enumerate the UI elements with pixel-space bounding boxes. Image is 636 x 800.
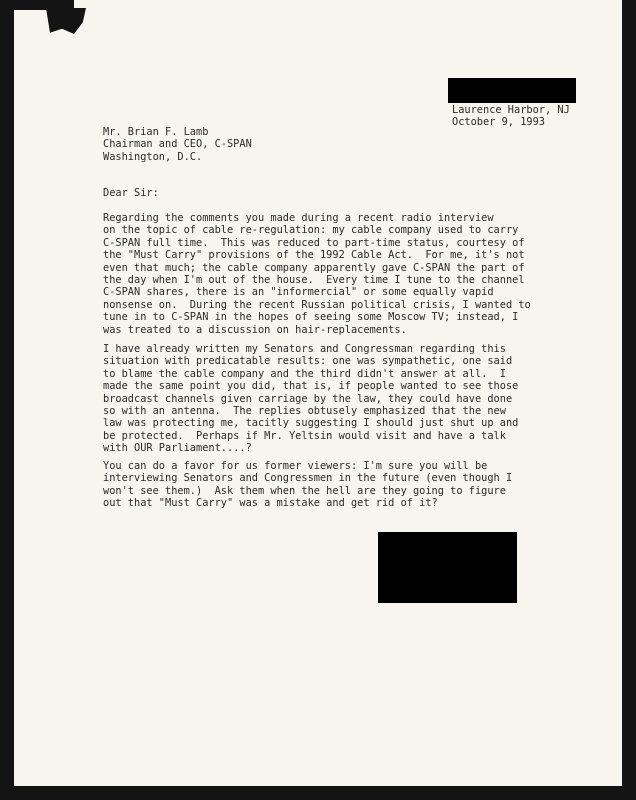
- body-line: Regarding the comments you made during a recent radio interview: [103, 212, 494, 224]
- sender-place: Laurence Harbor, NJ: [452, 104, 570, 116]
- redacted-signature: [378, 532, 517, 603]
- addressee-block: [103, 126, 252, 163]
- body-paragraph-1: [103, 212, 531, 336]
- body-line: so with an antenna. The replies obtusely emphasized that the new: [103, 405, 506, 418]
- body-line: C-SPAN shares, there is an "informercial" or some equally vapid: [103, 286, 494, 299]
- body-paragraph-3: [103, 460, 512, 510]
- body-line: law was protecting me, tacitly suggesting I should just shut up and: [103, 417, 519, 430]
- body-line: with OUR Parliament....?: [103, 442, 252, 455]
- body-line: the "Must Carry" provisions of the 1992 Cable Act. For me, it's not: [103, 249, 525, 262]
- body-line: be protected. Perhaps if Mr. Yeltsin would visit and have a talk: [103, 429, 506, 442]
- body-line: out that "Must Carry" was a mistake and get rid of it?: [103, 497, 438, 510]
- body-line: on the topic of cable re-regulation: my cable company used to carry: [103, 224, 519, 237]
- addressee-line: Chairman and CEO, C-SPAN: [103, 138, 252, 151]
- body-line: interviewing Senators and Congressmen in the future (even though I: [103, 472, 513, 485]
- body-line: tune in to C-SPAN in the hopes of seeing some Moscow TV; instead, I: [103, 311, 519, 324]
- faint-stamp-mark: [300, 138, 309, 152]
- body-line: situation with predicatable results: one was sympathetic, one said: [103, 355, 513, 368]
- body-line: won't see them.) Ask them when the hell are they going to figure: [103, 484, 506, 497]
- addressee-line: Mr. Brian F. Lamb: [103, 126, 209, 138]
- body-line: broadcast channels given carriage by the law, they could have done: [103, 392, 513, 405]
- redacted-sender-name: [448, 78, 576, 103]
- addressee-line: Washington, D.C.: [103, 150, 203, 163]
- salutation: Dear Sir:: [103, 187, 159, 199]
- body-line: I have already written my Senators and Congressman regarding this: [103, 343, 506, 355]
- sender-place-date: [452, 104, 570, 129]
- body-line: even that much; the cable company apparently gave C-SPAN the part of: [103, 261, 525, 274]
- letter-date: October 9, 1993: [452, 116, 545, 129]
- body-line: made the same point you did, that is, if people wanted to see those: [103, 380, 519, 393]
- body-line: C-SPAN full time. This was reduced to part-time status, courtesy of: [103, 236, 525, 249]
- body-line: the day when I'm out of the house. Every time I tune to the channel: [103, 274, 525, 287]
- body-line: to blame the cable company and the third didn't answer at all. I: [103, 367, 506, 380]
- body-line: You can do a favor for us former viewers: I'm sure you will be: [103, 460, 488, 472]
- body-line: was treated to a discussion on hair-replacements.: [103, 323, 407, 336]
- body-line: nonsense on. During the recent Russian political crisis, I wanted to: [103, 298, 531, 311]
- body-paragraph-2: [103, 343, 518, 455]
